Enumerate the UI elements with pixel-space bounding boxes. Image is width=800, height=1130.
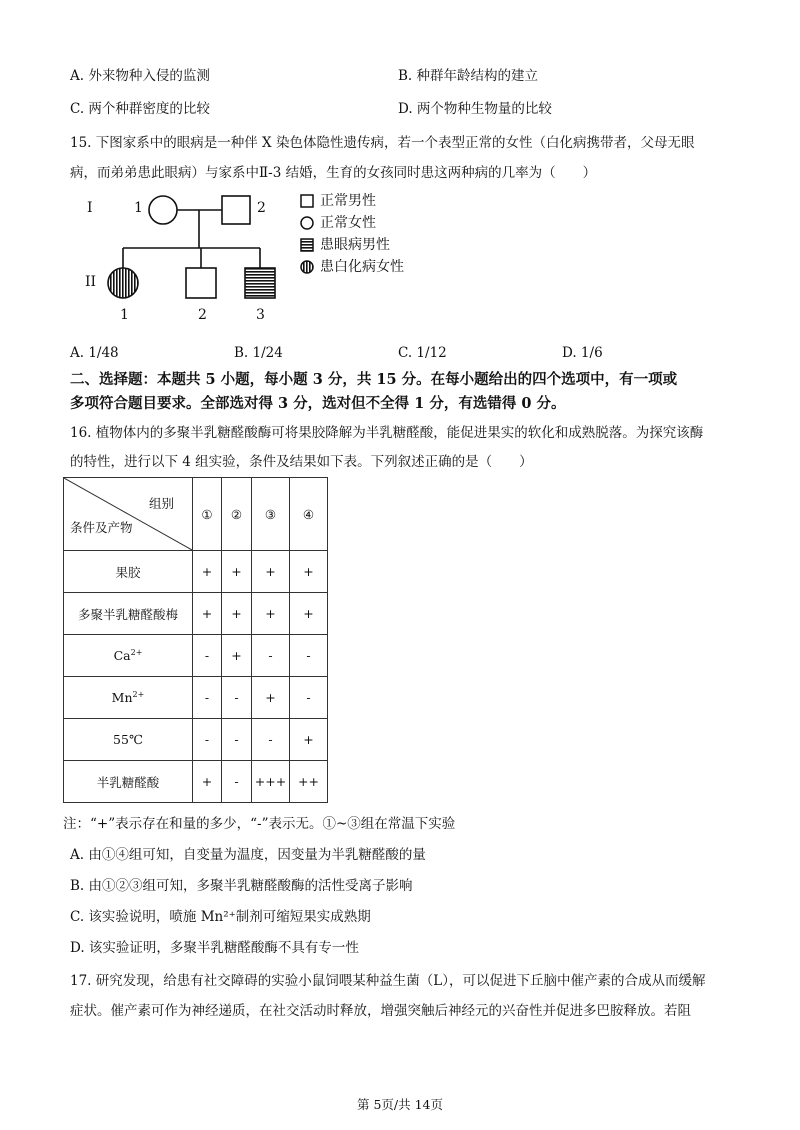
q17-stem-line1: 17. 研究发现，给患有社交障碍的实验小鼠饲喂某种益生菌（L），可以促进下丘脑中催产素的合成从而缓解 <box>70 973 706 989</box>
i2-number: 2 <box>257 200 266 216</box>
q14-option-a: A. 外来物种入侵的监测 <box>70 68 210 84</box>
pedigree-chart <box>80 190 295 330</box>
table-cell: + <box>252 677 290 719</box>
q16-experiment-table <box>63 477 328 803</box>
pedigree-i2-male <box>222 196 250 224</box>
gen1-label: I <box>87 200 93 216</box>
row-label: 半乳糖醛酸 <box>64 761 193 803</box>
table-row <box>64 593 328 635</box>
table-cell: + <box>290 551 328 593</box>
q16-option-a: A. 由①④组可知，自变量为温度，因变量为半乳糖醛酸的量 <box>70 847 426 863</box>
pedigree-i1-female <box>149 196 177 224</box>
q15-option-c: C. 1/12 <box>398 345 447 361</box>
q16-stem-line1: 16. 植物体内的多聚半乳糖醛酸酶可将果胶降解为半乳糖醛酸，能促进果实的软化和成熟脱落。为探究该酶 <box>70 425 704 441</box>
q14-option-d: D. 两个物种生物量的比较 <box>398 101 552 117</box>
table-cell: - <box>290 635 328 677</box>
ii3-number: 3 <box>256 307 265 323</box>
table-row <box>64 677 328 719</box>
group-header: ④ <box>290 478 328 551</box>
q16-option-c: C. 该实验说明，喷施 Mn²⁺制剂可缩短果实成熟期 <box>70 909 371 925</box>
table-cell: - <box>222 719 252 761</box>
table-cell: + <box>290 593 328 635</box>
q16-stem-line2: 的特性，进行以下 4 组实验，条件及结果如下表。下列叙述正确的是（ ） <box>70 454 533 470</box>
table-cell: - <box>193 719 222 761</box>
q15-option-d: D. 1/6 <box>562 345 603 361</box>
table-cell: ++ <box>290 761 328 803</box>
pedigree-ii2-male <box>186 268 216 298</box>
q16-table-note: 注：“+”表示存在和量的多少，“-”表示无。①~③组在常温下实验 <box>63 816 456 832</box>
q16-option-d: D. 该实验证明，多聚半乳糖醛酸酶不具有专一性 <box>70 940 359 956</box>
row-label: $Mn^{2+}$ <box>64 677 193 719</box>
q15-option-b: B. 1/24 <box>234 345 283 361</box>
albino-female-icon <box>300 260 314 274</box>
q14-option-c: C. 两个种群密度的比较 <box>70 101 210 117</box>
group-header: ② <box>222 478 252 551</box>
q15-option-a: A. 1/48 <box>70 345 119 361</box>
table-cell: - <box>252 719 290 761</box>
corner-top-label: 组别 <box>148 496 174 511</box>
eye-disease-male-icon <box>300 238 314 252</box>
row-label: 55℃ <box>64 719 193 761</box>
normal-male-icon <box>300 194 314 208</box>
table-cell: + <box>252 593 290 635</box>
row-label: 果胶 <box>64 551 193 593</box>
q15-stem-line2: 病，而弟弟患此眼病）与家系中Ⅱ-3 结婚，生育的女孩同时患这两种病的几率为（ ） <box>70 165 597 181</box>
ii2-number: 2 <box>198 307 207 323</box>
table-cell: - <box>222 761 252 803</box>
table-cell: + <box>252 551 290 593</box>
section2-heading-line1: 二、选择题：本题共 5 小题，每小题 3 分，共 15 分。在每小题给出的四个选项中，有一项或 <box>70 371 678 388</box>
q16-option-b: B. 由①②③组可知，多聚半乳糖醛酸酶的活性受离子影响 <box>70 878 413 894</box>
table-cell: + <box>193 593 222 635</box>
table-cell: +++ <box>252 761 290 803</box>
table-cell: - <box>290 677 328 719</box>
table-cell: + <box>222 593 252 635</box>
table-cell: + <box>222 551 252 593</box>
group-header: ① <box>193 478 222 551</box>
pedigree-ii3-eye-disease-male <box>245 268 275 298</box>
table-cell: + <box>193 551 222 593</box>
row-label: $Ca^{2+}$ <box>64 635 193 677</box>
table-cell: + <box>193 761 222 803</box>
table-row <box>64 635 328 677</box>
table-header-row <box>64 478 328 551</box>
q17-stem-line2: 症状。催产素可作为神经递质，在社交活动时释放，增强突触后神经元的兴奋性并促进多巴胺释放。若阻 <box>70 1003 691 1019</box>
q14-option-b: B. 种群年龄结构的建立 <box>398 68 539 84</box>
table-row <box>64 719 328 761</box>
group-header: ③ <box>252 478 290 551</box>
gen2-label: II <box>85 274 97 290</box>
table-row <box>64 761 328 803</box>
table-corner-cell <box>64 478 193 551</box>
page-footer: 第 5页/共 14页 <box>356 1097 444 1112</box>
normal-female-icon <box>300 216 314 230</box>
corner-bottom-label: 条件及产物 <box>70 520 133 535</box>
table-cell: - <box>222 677 252 719</box>
row-label: 多聚半乳糖醛酸梅 <box>64 593 193 635</box>
table-cell: + <box>222 635 252 677</box>
table-cell: - <box>252 635 290 677</box>
q15-stem-line1: 15. 下图家系中的眼病是一种伴 X 染色体隐性遗传病，若一个表型正常的女性（白化病携带者，父母无眼 <box>70 135 695 151</box>
i1-number: 1 <box>134 200 143 216</box>
table-cell: - <box>193 635 222 677</box>
section2-heading-line2: 多项符合题目要求。全部选对得 3 分，选对但不全得 1 分，有选错得 0 分。 <box>70 395 566 412</box>
table-cell: - <box>193 677 222 719</box>
table-row <box>64 551 328 593</box>
pedigree-ii1-albino-female <box>108 268 138 298</box>
table-cell: + <box>290 719 328 761</box>
ii1-number: 1 <box>120 307 129 323</box>
